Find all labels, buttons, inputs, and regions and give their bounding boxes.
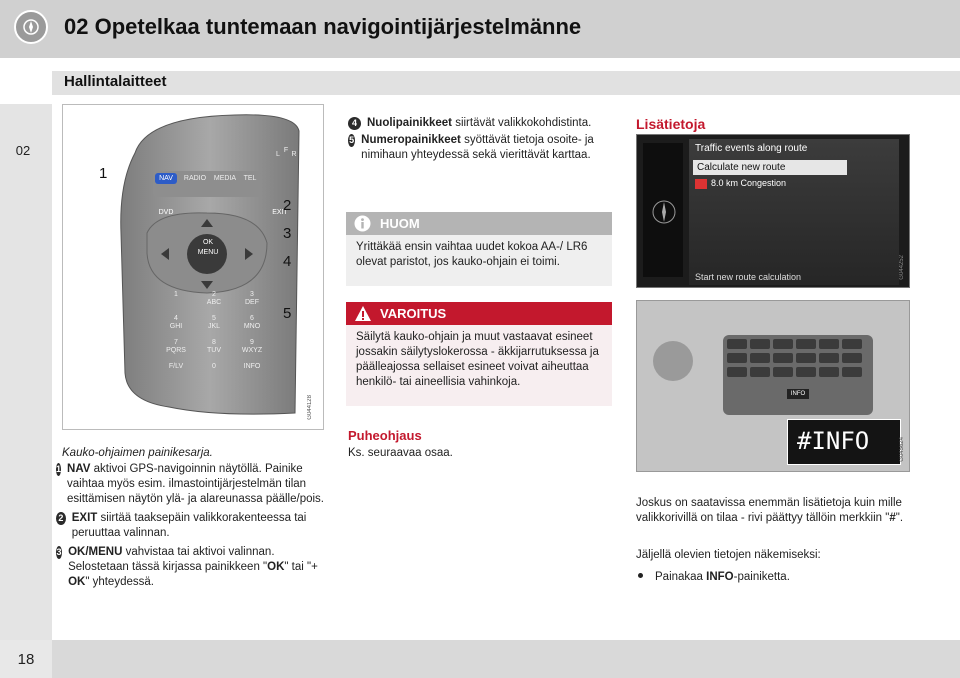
warning-header	[346, 302, 612, 325]
note-header	[346, 212, 612, 235]
callout-badge: 5	[349, 135, 355, 145]
more-info-paragraph	[636, 496, 914, 526]
item-keyword: NAV	[67, 463, 91, 475]
keypad-key[interactable]: 7 PQRS	[166, 339, 186, 354]
console-button[interactable]	[750, 339, 770, 349]
keypad-key[interactable]: 9 WXYZ	[241, 339, 263, 354]
footer-bar	[0, 640, 960, 678]
figure-code: G044128	[307, 395, 313, 420]
hash-symbol: #	[889, 512, 896, 524]
menu-item: 8.0 km Congestion	[711, 178, 787, 188]
section-bar	[52, 71, 960, 95]
bullet-item	[636, 570, 914, 585]
keypad-key[interactable]: 5 JKL	[207, 315, 221, 330]
callout-badge: 1	[56, 464, 62, 474]
bullet-text: Painakaa	[655, 571, 707, 583]
compass-icon	[14, 10, 48, 44]
note-text: Yrittäkää ensin vaihtaa uudet kokoa AA-/ LR6 olevat paristot, jos kauko-ohjain ei toimi.	[356, 241, 588, 268]
menu-item: Traffic events along route	[695, 143, 808, 154]
screen-figure	[636, 134, 910, 288]
l-button[interactable]: L	[276, 151, 280, 158]
keypad-key[interactable]: F/LV	[168, 363, 184, 370]
console-button[interactable]	[796, 353, 816, 363]
keypad-key[interactable]: 4 GHI	[169, 315, 183, 330]
warning-box	[346, 302, 612, 406]
console-button[interactable]	[842, 339, 862, 349]
callout-2: 2	[283, 197, 292, 214]
item-text: vahvistaa tai aktivoi valinnan. Selostetaan tässä kirjassa painikkeen "	[68, 546, 275, 573]
remote-control-figure	[62, 104, 324, 430]
keypad-key[interactable]: 2 ABC	[206, 291, 222, 306]
ok-button[interactable]: OK	[202, 239, 214, 246]
item-text: " tai "+	[284, 561, 318, 573]
item-text: siirtävät valikkokohdistinta.	[452, 117, 592, 129]
info-icon	[354, 215, 371, 232]
console-button[interactable]	[773, 353, 793, 363]
chapter-number: 02	[15, 143, 31, 158]
keypad-key[interactable]: 3 DEF	[245, 291, 259, 306]
item-keyword: OK	[68, 576, 86, 588]
item-keyword: OK/MENU	[68, 546, 123, 558]
callout-4: 4	[283, 253, 292, 270]
item-keyword: OK	[267, 561, 285, 573]
list-item	[56, 462, 324, 507]
nav-button[interactable]: NAV	[155, 173, 177, 184]
item-keyword: Nuolipainikkeet	[367, 117, 452, 129]
console-button[interactable]	[842, 367, 862, 377]
keypad-key[interactable]: INFO	[243, 363, 261, 370]
r-button[interactable]: R	[291, 151, 297, 158]
chapter-side-tab	[0, 104, 52, 640]
item-text: " yhteydessä.	[85, 576, 154, 588]
console-button[interactable]	[796, 339, 816, 349]
info-label: #INFO	[797, 427, 870, 455]
console-button[interactable]	[773, 339, 793, 349]
note-title: HUOM	[380, 216, 420, 231]
callout-badge: 3	[56, 547, 62, 557]
more-info-heading: Lisätietoja	[636, 116, 706, 132]
paragraph-text: Joskus on saatavissa enemmän lisätietoja kuin mille valikkorivillä on tilaa - rivi päättyy tällöin merkkiin "	[636, 497, 902, 524]
item-text: aktivoi GPS-navigoinnin näytöllä. Painike vaihtaa myös esim. ilmastointijärjestelmän tilan esittämisen näytön ylä- ja alareunassa päälle/pois.	[67, 463, 324, 505]
figure-caption: Kauko-ohjaimen painikesarja.	[62, 447, 213, 459]
exit-button[interactable]: EXIT	[272, 209, 288, 216]
info-button[interactable]: INFO	[787, 389, 809, 399]
console-button[interactable]	[819, 339, 839, 349]
console-buttons	[727, 339, 869, 377]
callout-badge: 2	[56, 512, 66, 525]
callout-1: 1	[99, 165, 108, 182]
warning-text: Säilytä kauko-ohjain ja muut vastaavat esineet jossakin säilytyslokerossa - äkkijarrutuksessa ja päälleajossa sellaiset esineet voivat aiheuttaa henkilö- tai aineellisia vahinkoja.	[356, 331, 599, 388]
callout-3: 3	[283, 225, 292, 242]
tel-button[interactable]: TEL	[243, 175, 257, 182]
keypad-key[interactable]: 1	[174, 291, 178, 298]
section-title: Hallintalaitteet	[64, 73, 167, 90]
menu-item-selected: Calculate new route	[693, 160, 847, 175]
item-text: siirtää taaksepäin valikkorakenteessa tai peruuttaa valinnan.	[71, 512, 307, 539]
paragraph-text: ".	[895, 512, 904, 524]
f-button[interactable]: F	[283, 147, 289, 154]
console-button[interactable]	[819, 353, 839, 363]
list-item	[348, 133, 618, 163]
console-button[interactable]	[727, 367, 747, 377]
dvd-button[interactable]: DVD	[158, 209, 174, 216]
more-info-paragraph-2: Jäljellä olevien tietojen näkemiseksi:	[636, 549, 821, 561]
keypad	[161, 291, 271, 381]
menu-item: Start new route calculation	[695, 272, 802, 282]
left-item-list	[56, 462, 324, 590]
console-button[interactable]	[727, 353, 747, 363]
chapter-title: 02 Opetelkaa tuntemaan navigointijärjestelmänne	[64, 14, 582, 39]
page-number: 18	[17, 651, 35, 668]
console-knob	[653, 341, 693, 381]
warning-title: VAROITUS	[380, 306, 447, 321]
compass-icon	[651, 199, 677, 225]
menu-button[interactable]: MENU	[197, 249, 219, 256]
note-box	[346, 212, 612, 286]
figure-code: G045624	[899, 437, 905, 462]
item-keyword: EXIT	[71, 512, 98, 524]
console-button[interactable]	[750, 353, 770, 363]
console-button[interactable]	[842, 353, 862, 363]
list-item	[56, 511, 324, 541]
list-item	[56, 545, 324, 590]
item-keyword: Numeropainikkeet	[361, 134, 461, 146]
voice-control-heading: Puheohjaus	[348, 428, 422, 443]
radio-button[interactable]: RADIO	[183, 175, 207, 182]
warning-icon	[695, 179, 707, 189]
media-button[interactable]: MEDIA	[213, 175, 237, 182]
console-button[interactable]	[773, 367, 793, 377]
console-button[interactable]	[796, 367, 816, 377]
console-button[interactable]	[819, 367, 839, 377]
callout-badge: 4	[348, 117, 361, 130]
item-text: syöttävät tietoja osoite- ja nimihaun yhteydessä sekä vierittävät karttaa.	[361, 134, 594, 161]
bullet-keyword: INFO	[706, 571, 734, 583]
figure-code: G044252	[899, 255, 905, 280]
callout-5: 5	[283, 305, 292, 322]
console-button[interactable]	[727, 339, 747, 349]
bullet-text: -painiketta.	[733, 571, 790, 583]
console-button[interactable]	[750, 367, 770, 377]
list-item	[348, 116, 618, 131]
middle-item-list	[348, 116, 618, 163]
console-figure	[636, 300, 910, 472]
keypad-key[interactable]: 0	[212, 363, 216, 370]
keypad-key[interactable]: 6 MNO	[243, 315, 261, 330]
warning-icon	[354, 305, 372, 322]
voice-control-text: Ks. seuraavaa osaa.	[348, 447, 453, 459]
keypad-key[interactable]: 8 TUV	[207, 339, 221, 354]
bullet-dot	[638, 573, 643, 578]
